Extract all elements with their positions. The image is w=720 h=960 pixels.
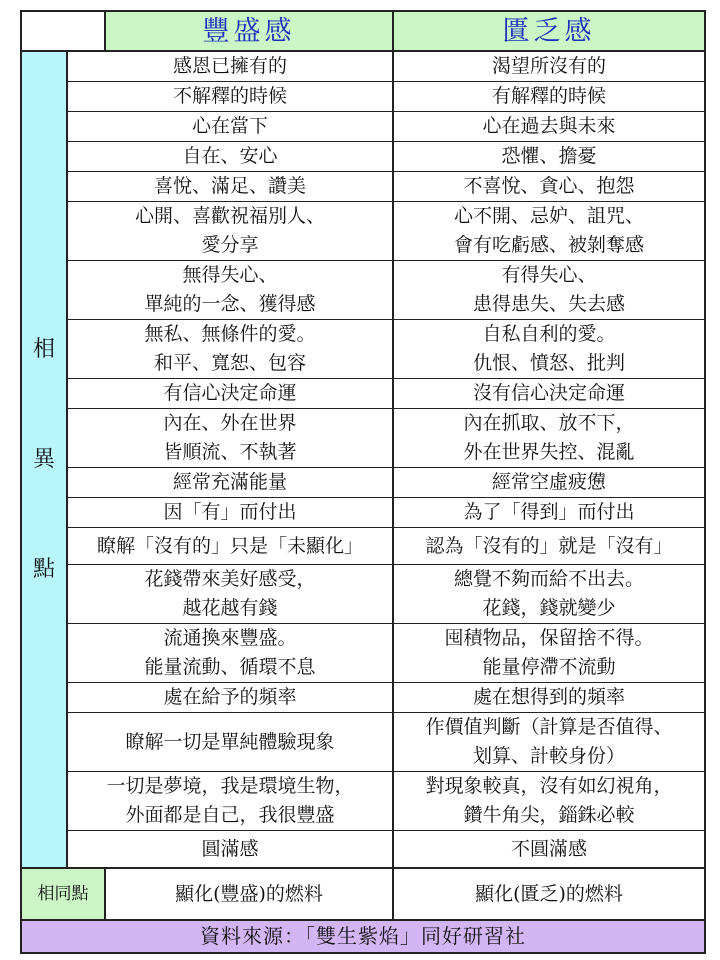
table-row	[21, 528, 705, 565]
table-row	[21, 772, 705, 831]
cell-line: 仇恨、憤怒、批判	[472, 352, 625, 374]
differences-label-char: 點	[32, 556, 55, 582]
cell-line: 皆順流、不執著	[163, 441, 297, 463]
cell-line: 囤積物品，保留捨不得。	[444, 627, 654, 649]
table-row	[21, 624, 705, 683]
cell-line: 經常空虛疲憊	[491, 471, 606, 493]
cell-line: 處在想得到的頻率	[472, 686, 625, 708]
cell-line: 自在、安心	[182, 145, 278, 167]
cell-line: 不喜悅、貪心、抱怨	[463, 175, 635, 197]
similarity-row	[21, 868, 705, 920]
cell-line: 認為「沒有的」就是「沒有」	[425, 534, 673, 557]
abundance-cell	[67, 320, 393, 379]
cell-line: 能量流動、循環不息	[144, 656, 316, 678]
scarcity-cell	[393, 172, 705, 202]
cell-line: 心在過去與未來	[482, 115, 616, 137]
cell-line: 無得失心、	[182, 264, 278, 286]
cell-line: 有得失心、	[501, 264, 597, 286]
table-row	[21, 261, 705, 320]
abundance-cell	[67, 142, 393, 172]
abundance-cell	[67, 82, 393, 112]
abundance-cell	[67, 468, 393, 498]
abundance-cell	[67, 624, 393, 683]
cell-line: 有信心決定命運	[163, 382, 297, 404]
cell-line: 渴望所沒有的	[491, 55, 606, 77]
scarcity-cell	[393, 142, 705, 172]
similarity-abundance: 顯化(豐盛)的燃料	[105, 868, 393, 920]
cell-line: 總覺不夠而給不出去。	[453, 568, 644, 590]
cell-line: 心開、喜歡祝福別人、	[134, 205, 325, 227]
cell-line: 鑽牛角尖，錙銖必較	[463, 804, 635, 826]
table-row	[21, 683, 705, 713]
cell-line: 流通換來豐盛。	[163, 627, 297, 649]
cell-line: 瞭解一切是單純體驗現象	[125, 730, 335, 753]
cell-line: 瞭解「沒有的」只是「未顯化」	[96, 534, 363, 557]
abundance-cell	[67, 172, 393, 202]
cell-line: 恐懼、擔憂	[501, 145, 597, 167]
table-row	[21, 831, 705, 869]
abundance-cell	[67, 409, 393, 468]
cell-line: 不圓滿感	[510, 837, 587, 860]
cell-line: 有解釋的時候	[491, 85, 606, 107]
differences-label	[21, 51, 67, 868]
source-credit: 資料來源：「雙生紫焰」同好研習社	[21, 920, 705, 953]
abundance-cell	[67, 528, 393, 565]
cell-line: 作價值判斷（計算是否值得、	[425, 716, 673, 738]
abundance-cell	[67, 831, 393, 869]
scarcity-cell	[393, 565, 705, 624]
scarcity-cell	[393, 320, 705, 379]
abundance-cell	[67, 261, 393, 320]
cell-line: 花錢，錢就變少	[482, 597, 616, 619]
scarcity-cell	[393, 51, 705, 82]
cell-line: 內在抓取、放不下，	[463, 412, 635, 434]
table-row	[21, 468, 705, 498]
cell-line: 處在給予的頻率	[163, 686, 297, 708]
header-abundance: 豐盛感	[105, 11, 393, 51]
cell-line: 會有吃虧感、被剝奪感	[453, 234, 644, 256]
cell-line: 一切是夢境，我是環境生物，	[106, 775, 354, 797]
scarcity-cell	[393, 772, 705, 831]
scarcity-cell	[393, 112, 705, 142]
differences-label-char: 異	[32, 446, 55, 472]
cell-line: 單純的一念、獲得感	[144, 293, 316, 315]
table-row	[21, 498, 705, 528]
cell-line: 花錢帶來美好感受，	[144, 568, 316, 590]
comparison-table-container	[20, 10, 704, 954]
table-row	[21, 172, 705, 202]
abundance-cell	[67, 772, 393, 831]
scarcity-cell	[393, 624, 705, 683]
cell-line: 無私、無條件的愛。	[144, 323, 316, 345]
corner-cell	[21, 11, 105, 51]
header-row	[21, 11, 705, 51]
cell-line: 為了「得到」而付出	[463, 501, 635, 523]
cell-line: 能量停滯不流動	[482, 656, 616, 678]
table-row	[21, 379, 705, 409]
abundance-cell	[67, 51, 393, 82]
scarcity-cell	[393, 379, 705, 409]
abundance-vs-scarcity-table	[20, 10, 706, 954]
cell-line: 外在世界失控、混亂	[463, 441, 635, 463]
scarcity-cell	[393, 713, 705, 772]
scarcity-cell	[393, 468, 705, 498]
scarcity-cell	[393, 409, 705, 468]
cell-line: 經常充滿能量	[172, 471, 287, 493]
cell-line: 划算、計較身份）	[472, 745, 625, 767]
abundance-cell	[67, 683, 393, 713]
scarcity-cell	[393, 202, 705, 261]
abundance-cell	[67, 112, 393, 142]
table-row	[21, 142, 705, 172]
table-row	[21, 202, 705, 261]
cell-line: 圓滿感	[201, 837, 259, 860]
abundance-cell	[67, 202, 393, 261]
cell-line: 喜悅、滿足、讚美	[153, 175, 306, 197]
scarcity-cell	[393, 528, 705, 565]
cell-line: 心在當下	[191, 115, 268, 137]
header-scarcity: 匱乏感	[393, 11, 705, 51]
footer-row	[21, 920, 705, 953]
abundance-cell	[67, 379, 393, 409]
similarity-scarcity: 顯化(匱乏)的燃料	[393, 868, 705, 920]
abundance-cell	[67, 498, 393, 528]
scarcity-cell	[393, 261, 705, 320]
cell-line: 內在、外在世界	[163, 412, 297, 434]
scarcity-cell	[393, 831, 705, 869]
cell-line: 對現象較真，沒有如幻視角，	[425, 775, 673, 797]
cell-line: 沒有信心決定命運	[472, 382, 625, 404]
similarity-label: 相同點	[21, 868, 105, 920]
table-row	[21, 713, 705, 772]
table-row	[21, 112, 705, 142]
abundance-cell	[67, 713, 393, 772]
table-row	[21, 51, 705, 82]
scarcity-cell	[393, 498, 705, 528]
scarcity-cell	[393, 683, 705, 713]
cell-line: 自私自利的愛。	[482, 323, 616, 345]
cell-line: 因「有」而付出	[163, 501, 297, 523]
cell-line: 感恩已擁有的	[172, 55, 287, 77]
scarcity-cell	[393, 82, 705, 112]
differences-label-char: 相	[32, 336, 55, 362]
cell-line: 患得患失、失去感	[472, 293, 625, 315]
table-row	[21, 82, 705, 112]
table-row	[21, 409, 705, 468]
cell-line: 愛分享	[201, 234, 259, 256]
cell-line: 和平、寬恕、包容	[153, 352, 306, 374]
cell-line: 越花越有錢	[182, 597, 278, 619]
table-row	[21, 565, 705, 624]
cell-line: 外面都是自己，我很豐盛	[125, 804, 335, 826]
table-row	[21, 320, 705, 379]
cell-line: 心不開、忌妒、詛咒、	[453, 205, 644, 227]
cell-line: 不解釋的時候	[172, 85, 287, 107]
abundance-cell	[67, 565, 393, 624]
